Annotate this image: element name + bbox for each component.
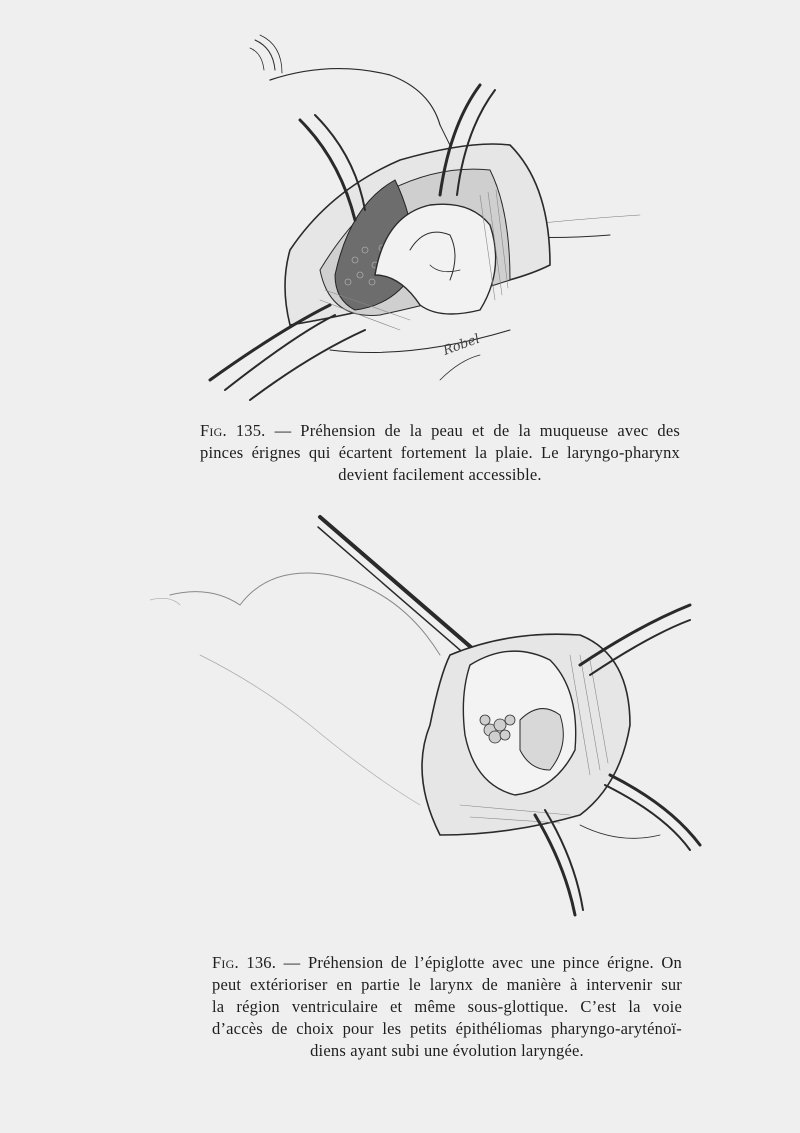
caption-line: la région ventriculaire et même sous-glottique. C’est la voie [212, 997, 682, 1016]
svg-text:Robel: Robel [441, 331, 482, 359]
caption-line: d’accès de choix pour les petits épithéliomas pharyngo-aryténoï- [212, 1019, 682, 1038]
caption-line: pinces érignes qui écartent fortement la plaie. Le laryngo-pharynx [200, 443, 680, 462]
figure-136-illustration [150, 505, 800, 935]
figure-label: Fig. 136. [212, 953, 277, 972]
caption-line: peut extérioriser en partie le larynx de manière à intervenir sur [212, 975, 682, 994]
caption-line: Fig. 135. — Préhension de la peau et de la muqueuse avec des [200, 421, 681, 440]
figure-135-illustration [150, 20, 710, 415]
caption-line: diens ayant subi une évolution laryngée. [310, 1041, 584, 1060]
figure-136-caption [212, 952, 682, 1062]
caption-line: Fig. 136. — Préhension de l’épiglotte avec une pince érigne. On [212, 953, 682, 972]
figure-label: Fig. 135. [200, 421, 266, 440]
caption-line: devient facilement accessible. [338, 465, 542, 484]
figure-135-caption [200, 420, 680, 486]
